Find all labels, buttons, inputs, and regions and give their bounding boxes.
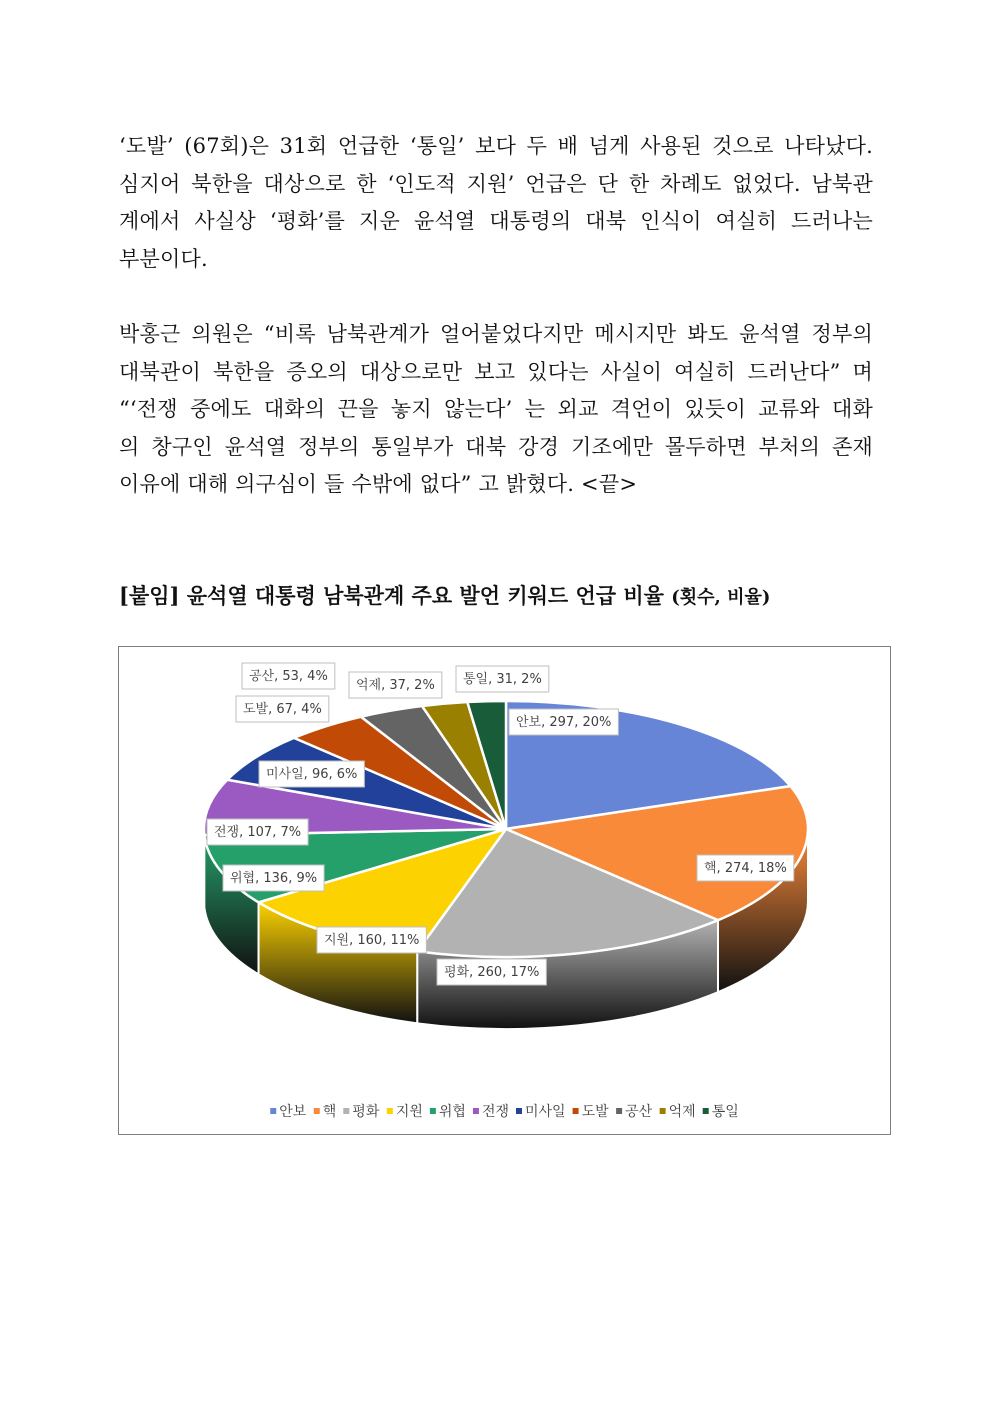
legend-item-6 — [516, 1103, 566, 1120]
data-label-text: 지원, 160, 11% — [324, 933, 420, 948]
chart-caption — [119, 580, 770, 610]
caption-title: [붙임] 윤석열 대통령 남북관계 주요 발언 키워드 언급 비율 — [119, 583, 664, 608]
data-label-text: 도발, 67, 4% — [243, 702, 322, 717]
paragraph-line: 대북관이 북한을 증오의 대상으로만 보고 있다는 사실이 여실히 드러난다” 며 — [119, 359, 873, 384]
legend-swatch — [387, 1108, 393, 1114]
data-label-4 — [223, 865, 324, 891]
data-label-0 — [509, 709, 618, 735]
pie-chart — [118, 646, 891, 1135]
data-label-text: 억제, 37, 2% — [356, 678, 435, 693]
legend-swatch — [430, 1108, 436, 1114]
legend-swatch — [516, 1108, 522, 1114]
paragraph-line: 심지어 북한을 대상으로 한 ‘인도적 지원’ 언급은 단 한 차례도 없었다. 남북관 — [119, 171, 873, 196]
legend-swatch — [314, 1108, 320, 1114]
legend-item-4 — [430, 1103, 466, 1120]
paragraph-line: 계에서 사실상 ‘평화’를 지운 윤석열 대통령의 대북 인식이 여실히 드러나는 — [119, 209, 873, 233]
legend-swatch — [660, 1108, 666, 1114]
legend-item-7 — [573, 1103, 610, 1120]
data-label-8 — [242, 663, 335, 689]
data-label-text: 전쟁, 107, 7% — [214, 825, 302, 840]
data-label-3 — [317, 927, 426, 953]
data-label-7 — [236, 696, 329, 722]
legend-swatch — [703, 1108, 709, 1114]
pie-chart-svg — [119, 647, 890, 1134]
legend-label: 도발 — [581, 1104, 609, 1120]
data-label-text: 미사일, 96, 6% — [266, 767, 358, 782]
legend-label: 공산 — [625, 1104, 653, 1120]
data-label-5 — [207, 819, 308, 845]
paragraph-2 — [119, 316, 873, 504]
legend-item-5 — [473, 1103, 509, 1120]
paragraph-line: 박홍근 의원은 “비록 남북관계가 얼어붙었다지만 메시지만 봐도 윤석열 정부의 — [119, 322, 873, 346]
paragraph-line: 부분이다. — [119, 246, 208, 271]
data-label-2 — [437, 959, 546, 985]
legend-swatch — [616, 1108, 622, 1114]
paragraph-line: ‘도발’ (67회)은 31회 언급한 ‘통일’ 보다 두 배 넘게 사용된 것으로 나타났다. — [119, 134, 873, 158]
legend-swatch — [270, 1108, 276, 1114]
data-label-9 — [349, 672, 442, 698]
legend-label: 평화 — [352, 1104, 380, 1120]
legend-item-10 — [703, 1103, 739, 1120]
data-label-text: 평화, 260, 17% — [444, 965, 540, 980]
legend-label: 억제 — [668, 1104, 696, 1120]
legend-label: 핵 — [322, 1104, 337, 1120]
paragraph-1 — [119, 128, 873, 278]
data-label-text: 안보, 297, 20% — [516, 715, 612, 730]
legend-swatch — [573, 1108, 579, 1114]
legend-label: 위협 — [438, 1104, 466, 1120]
data-label-text: 위협, 136, 9% — [230, 871, 318, 886]
legend-swatch — [343, 1108, 349, 1114]
legend-swatch — [473, 1108, 479, 1114]
data-label-text: 공산, 53, 4% — [249, 669, 328, 684]
legend-item-1 — [314, 1103, 337, 1120]
legend-item-3 — [387, 1103, 423, 1120]
legend-item-0 — [270, 1103, 307, 1120]
paragraph-line: “‘전쟁 중에도 대화의 끈을 놓지 않는다’ 는 외교 격언이 있듯이 교류와 대화 — [119, 397, 873, 421]
data-label-1 — [697, 855, 794, 881]
legend-item-2 — [343, 1103, 380, 1120]
data-label-10 — [456, 666, 549, 692]
data-label-text: 핵, 274, 18% — [704, 861, 787, 876]
paragraph-line: 의 창구인 윤석열 정부의 통일부가 대북 강경 기조에만 몰두하면 부처의 존재 — [119, 434, 873, 459]
legend-label: 지원 — [395, 1104, 423, 1120]
data-label-text: 통일, 31, 2% — [463, 672, 542, 687]
legend-item-8 — [616, 1103, 653, 1120]
legend-label: 미사일 — [525, 1104, 566, 1120]
caption-sub: (횟수, 비율) — [671, 587, 771, 608]
data-label-6 — [259, 761, 364, 787]
legend-label: 전쟁 — [481, 1104, 510, 1120]
legend-label: 통일 — [711, 1104, 739, 1120]
legend-item-9 — [660, 1103, 696, 1120]
paragraph-line: 이유에 대해 의구심이 들 수밖에 없다” 고 밝혔다. <끝> — [119, 472, 638, 496]
legend-label: 안보 — [279, 1104, 307, 1120]
